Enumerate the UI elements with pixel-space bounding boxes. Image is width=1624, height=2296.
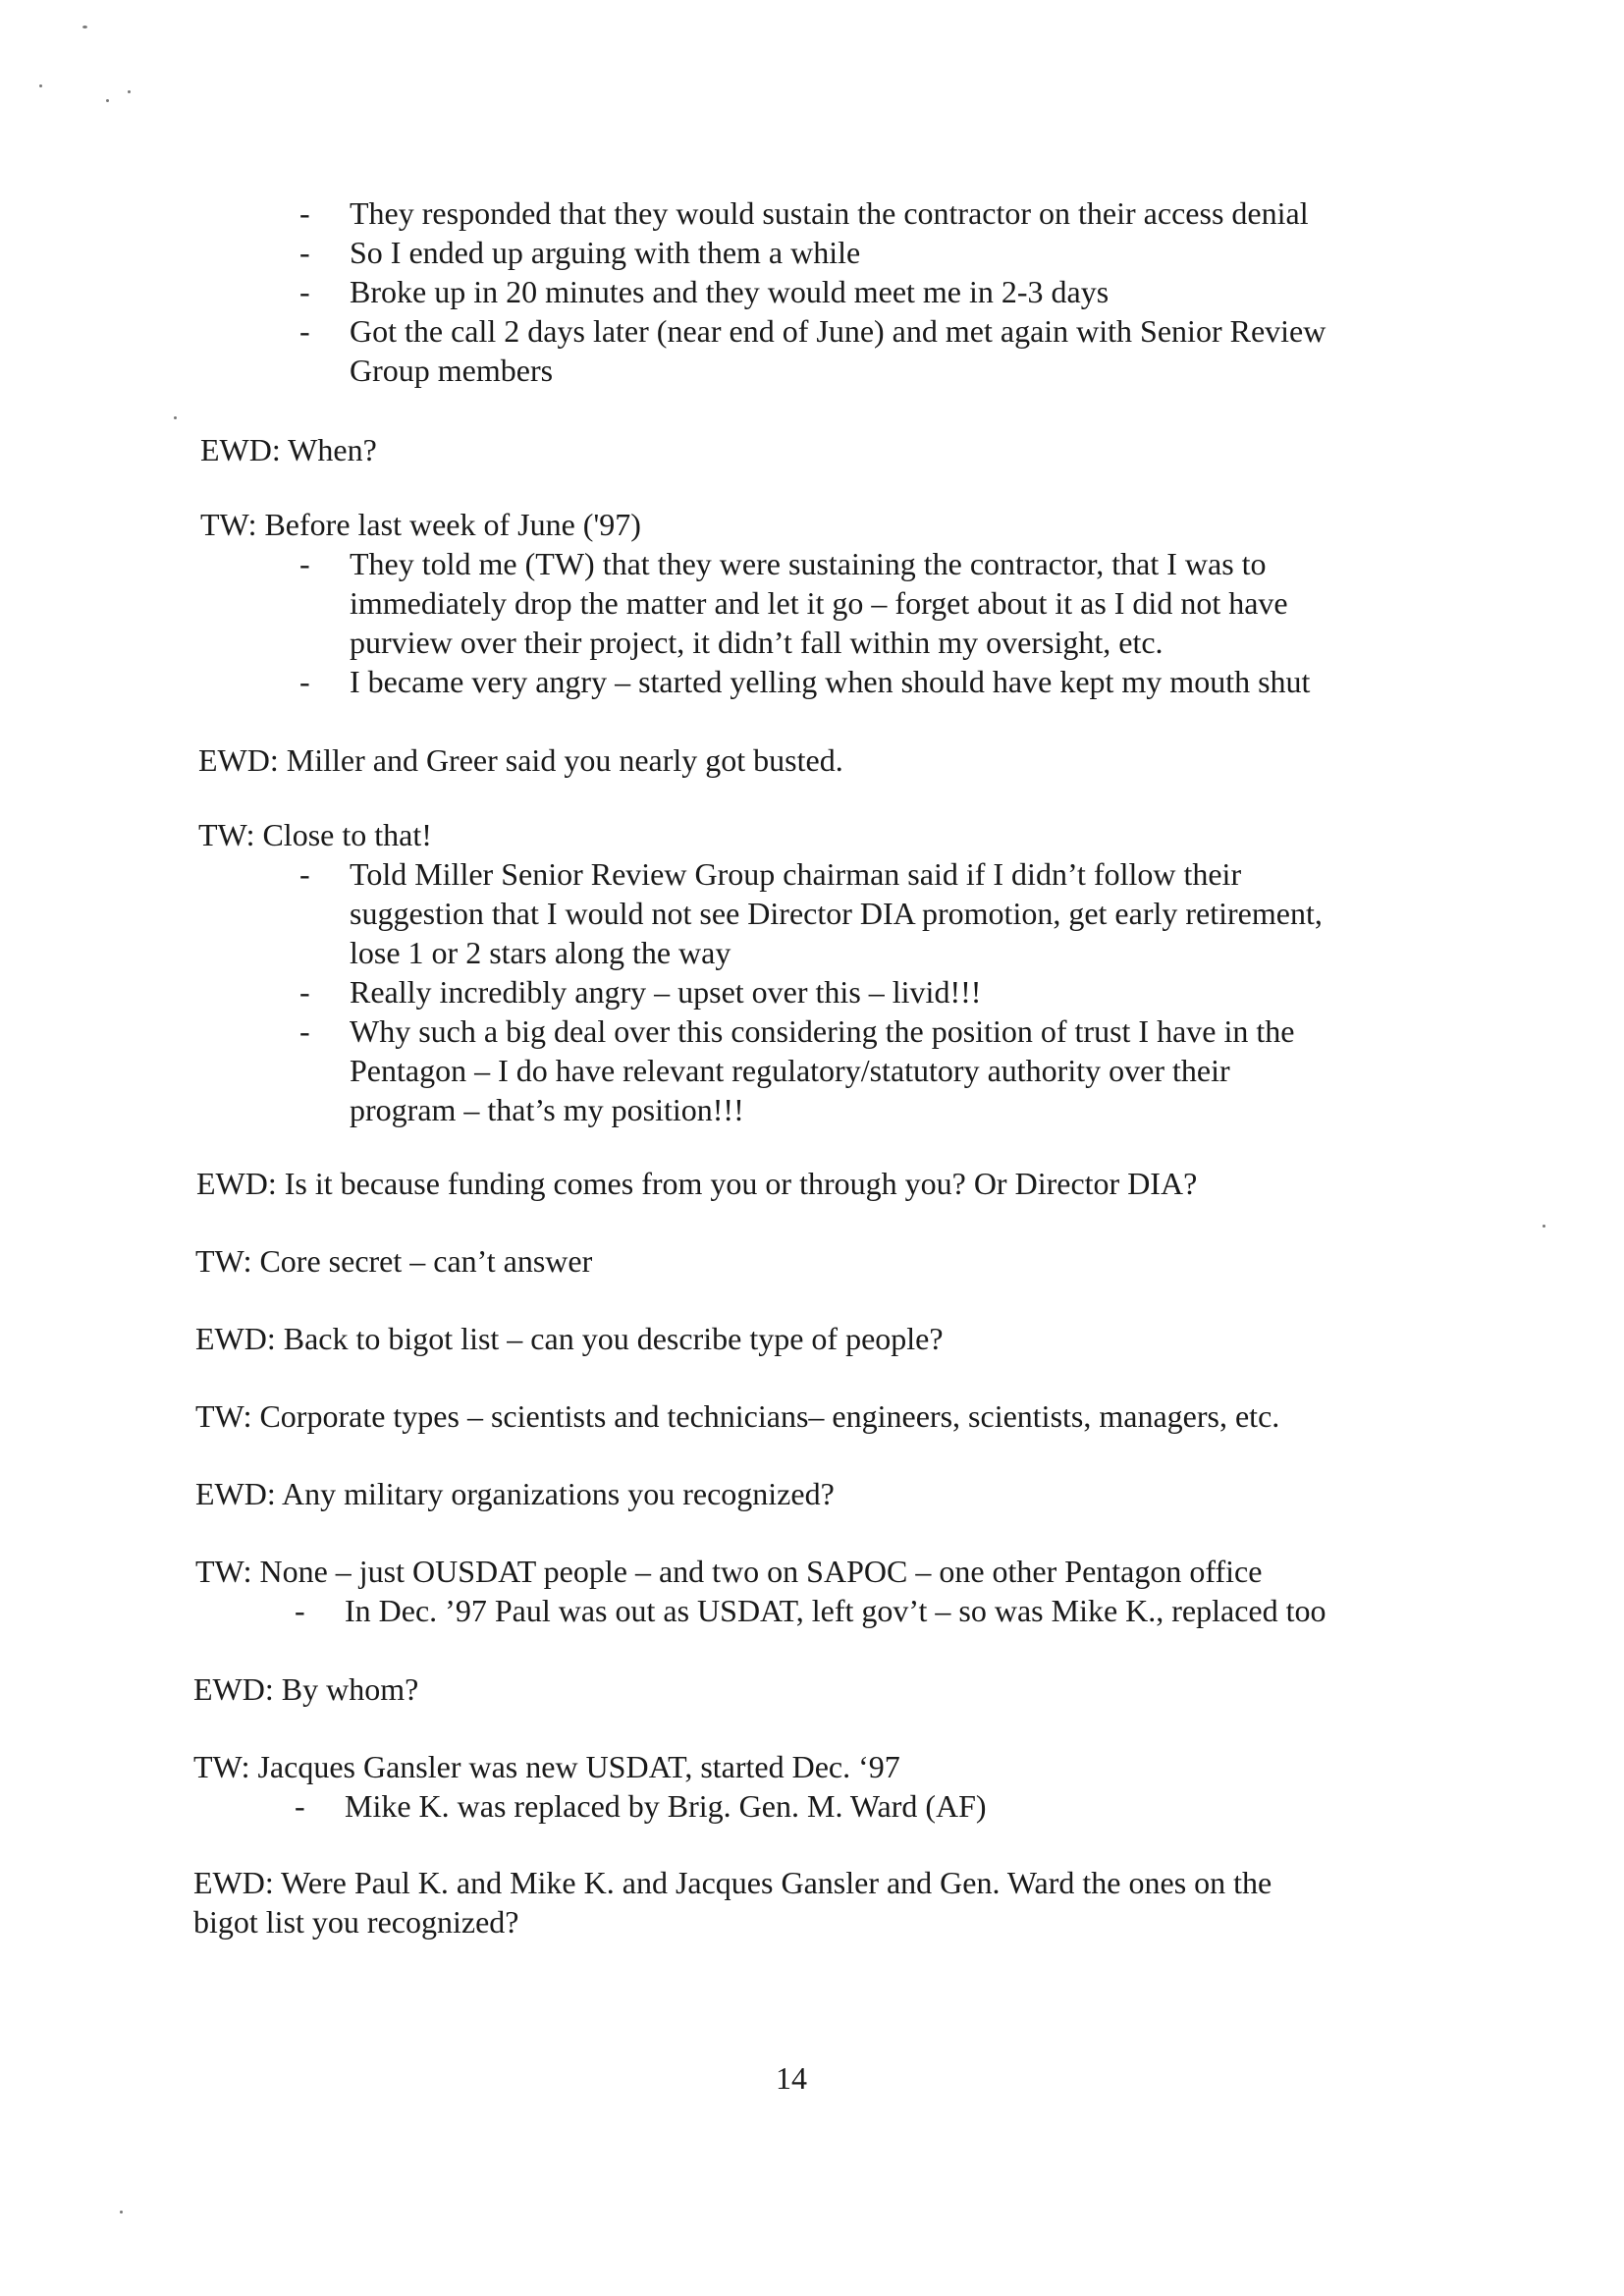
- transcript-line: TW: Before last week of June ('97): [200, 507, 641, 542]
- transcript-line: TW: Core secret – can’t answer: [195, 1243, 593, 1279]
- bullet-dash: -: [299, 313, 310, 349]
- bullet-item: [299, 193, 1326, 233]
- bullet-dash: -: [299, 974, 310, 1010]
- bullet-text: I became very angry – started yelling when should have kept my mouth shut: [350, 664, 1311, 699]
- bullet-text: They told me (TW) that they were sustaining the contractor, that I was to immediately drop the matter and let it go – forget about it as I did not have purview over their project, it didn’t fall within my oversight, etc.: [350, 546, 1288, 660]
- transcript-line: TW: None – just OUSDAT people – and two on SAPOC – one other Pentagon office: [195, 1554, 1263, 1589]
- bullet-dash: -: [295, 1593, 305, 1628]
- bullet-item: [295, 1786, 987, 1826]
- bullet-text: They responded that they would sustain the contractor on their access denial: [350, 195, 1309, 231]
- bullet-list: [299, 544, 1310, 701]
- bullet-item: [299, 272, 1326, 311]
- bullet-text: Got the call 2 days later (near end of June) and met again with Senior Review Group members: [350, 313, 1326, 388]
- bullet-list: [299, 193, 1326, 390]
- bullet-item: [299, 972, 1323, 1011]
- transcript-line: EWD: Back to bigot list – can you describe type of people?: [195, 1321, 944, 1356]
- page-number: 14: [776, 2060, 807, 2096]
- bullet-dash: -: [299, 664, 310, 699]
- bullet-item: [299, 311, 1326, 390]
- bullet-item: [299, 544, 1310, 662]
- transcript-line: TW: Close to that!: [198, 817, 432, 852]
- bullet-text: Why such a big deal over this considering the position of trust I have in the Pentagon – I do have relevant regulatory/statutory authority over their program – that’s my position!!!: [350, 1013, 1295, 1127]
- bullet-text: Really incredibly angry – upset over this – livid!!!: [350, 974, 982, 1010]
- bullet-text: Mike K. was replaced by Brig. Gen. M. Ward (AF): [345, 1788, 987, 1824]
- bullet-item: [299, 1011, 1323, 1129]
- transcript-line: EWD: By whom?: [193, 1671, 419, 1707]
- bullet-text: Told Miller Senior Review Group chairman said if I didn’t follow their suggestion that I would not see Director DIA promotion, get early retirement, lose 1 or 2 stars along the way: [350, 856, 1323, 970]
- scan-speck: [106, 99, 109, 102]
- bullet-dash: -: [299, 274, 310, 309]
- transcript-line: EWD: When?: [200, 432, 377, 467]
- bullet-dash: -: [299, 195, 310, 231]
- bullet-dash: -: [299, 856, 310, 892]
- bullet-list: [299, 854, 1323, 1129]
- transcript-line: TW: Jacques Gansler was new USDAT, started Dec. ‘97: [193, 1749, 900, 1784]
- scan-speck: [174, 416, 177, 419]
- bullet-list: [295, 1591, 1326, 1630]
- bullet-dash: -: [299, 1013, 310, 1049]
- bullet-item: [299, 662, 1310, 701]
- transcript-line: TW: Corporate types – scientists and technicians– engineers, scientists, managers, etc.: [195, 1398, 1280, 1434]
- bullet-item: [299, 233, 1326, 272]
- transcript-line: EWD: Miller and Greer said you nearly got busted.: [198, 742, 843, 778]
- bullet-item: [299, 854, 1323, 972]
- bullet-dash: -: [299, 235, 310, 270]
- transcript-line: EWD: Were Paul K. and Mike K. and Jacques Gansler and Gen. Ward the ones on the bigot list you recognized?: [193, 1865, 1272, 1940]
- scan-speck: [1543, 1225, 1545, 1228]
- scan-speck: [120, 2211, 123, 2214]
- bullet-text: So I ended up arguing with them a while: [350, 235, 861, 270]
- bullet-text: Broke up in 20 minutes and they would meet me in 2-3 days: [350, 274, 1110, 309]
- transcript-line: EWD: Any military organizations you recognized?: [195, 1476, 835, 1511]
- bullet-dash: -: [295, 1788, 305, 1824]
- transcript-line: EWD: Is it because funding comes from you or through you? Or Director DIA?: [196, 1166, 1198, 1201]
- bullet-item: [295, 1591, 1326, 1630]
- scan-speck: [82, 26, 87, 28]
- bullet-list: [295, 1786, 987, 1826]
- bullet-dash: -: [299, 546, 310, 581]
- scan-speck: [128, 90, 131, 93]
- bullet-text: In Dec. ’97 Paul was out as USDAT, left gov’t – so was Mike K., replaced too: [345, 1593, 1326, 1628]
- scan-speck: [39, 84, 42, 87]
